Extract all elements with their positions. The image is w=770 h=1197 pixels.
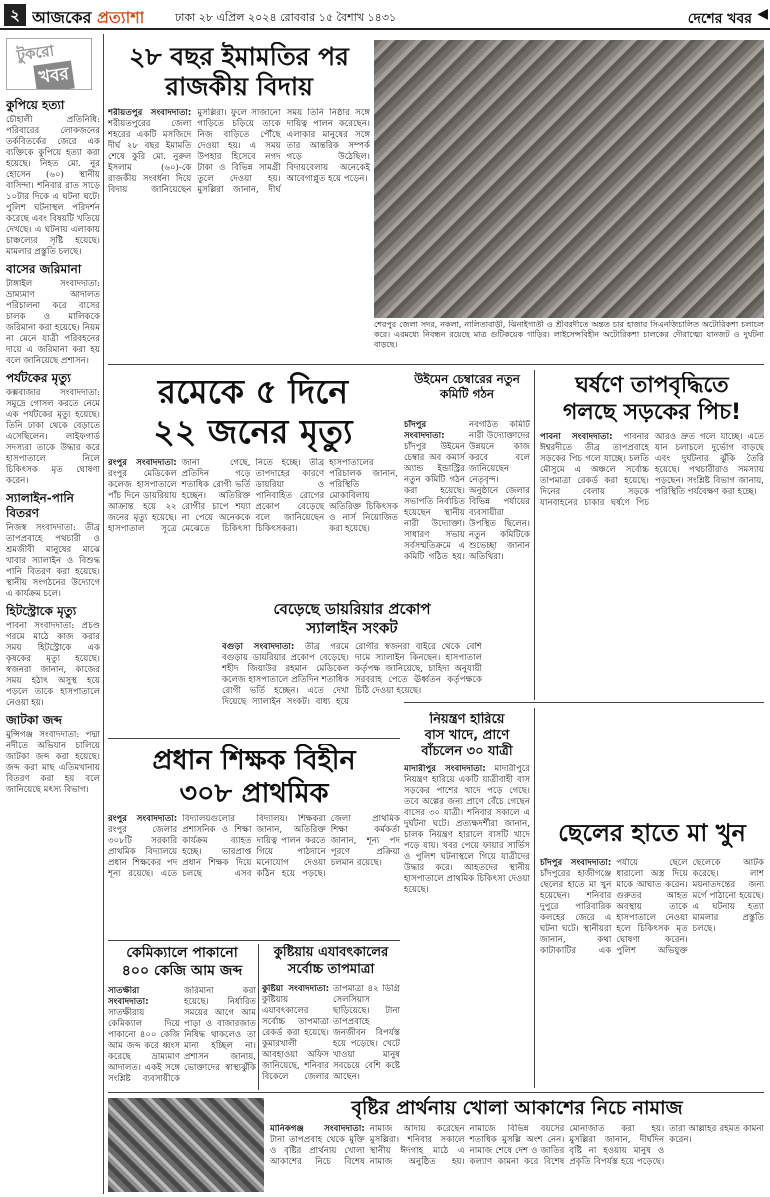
bus-body-text: মাদারীপুরে নিয়ন্ত্রণ হারিয়ে একটি যাত্রীবাহী বাস সড়কের পাশের খাদে পড়ে গেছে। তবে অল্পের জন্য প্রাণে বেঁচে গেছেন বাসের ৩০ যাত্রী। শনিবার সকালে এ দুর্ঘটনা ঘটে। প্রত্যক্ষদর্শীরা জানান, চালক নিয়ন্ত্রণ হারালে বাসটি খাদে পড়ে যায়। খবর পেয়ে ফায়ার সার্ভিস ও পুলিশ ঘটনাস্থলে গিয়ে যাত্রীদের উদ্ধার করে। আহতদের স্থানীয় হাসপাতালে প্রাথমিক চিকিৎসা দেওয়া হয়েছে।: [404, 764, 530, 895]
romek-headline-line2: ২২ জনের মৃত্যু: [153, 412, 353, 451]
prayer-photo: [108, 1098, 264, 1192]
mango-article-body: [108, 986, 256, 1092]
committee-article-body: [404, 420, 530, 700]
section-arrow-icon: ◀: [757, 6, 768, 22]
pitch-headline: [540, 372, 764, 426]
saline-body-text: তীব্র গরমে বগুড়ায় ডায়রিয়ার প্রকোপ বেড়েছে। শহীদ জিয়াউর রহমান মেডিকেল কলেজ হাসপাতালে প্রতিদিন শতাধিক রোগী ভর্তি হচ্ছেন। এতে দেখা দিয়েছে স্যালাইন সংকট। বাধ্য হয়ে রোগীর স্বজনরা বাইরে থেকে বেশি দামে স্যালাইন কিনছেন। হাসপাতাল কর্তৃপক্ষ জানিয়েছে, চাহিদা অনুযায়ী সরবরাহ পেতে ঊর্ধ্বতন কর্তৃপক্ষকে চিঠি দেওয়া হয়েছে।: [222, 642, 482, 707]
brand-logo: [32, 5, 144, 30]
saline-headline-line1: বেড়েছে ডায়রিয়ার প্রকোপ: [273, 600, 431, 618]
pitch-headline-line2: গলছে সড়কের পিচ!: [562, 400, 741, 425]
headmaster-article-body: [108, 814, 400, 934]
brief-title: পর্যটকের মৃত্যু: [6, 371, 71, 385]
column-divider: [103, 34, 104, 1194]
section-title: দেশের খবর: [687, 11, 752, 27]
section-rule: [108, 1092, 764, 1093]
autorickshaw-photo: [374, 40, 764, 318]
column-divider: [258, 944, 259, 1090]
romek-dateline: রংপুর সংবাদদাতা:: [108, 458, 177, 468]
brief-body: চৌহালী প্রতিনিধি: পরিবারের লোকজনের তর্কবিতর্কের জেরে এক ব্যক্তিকে কুপিয়ে হত্যা করা হয়েছে। নিহত মো. নুর হোসেন (৬০) স্থানীয় বাসিন্দা। শনিবার রাত সাড়ে ১০টার দিকে এ ঘটনা ঘটে। পুলিশ ঘটনাস্থল পরিদর্শন করেছে এবং বিষয়টি খতিয়ে দেখছে। এ ঘটনায় এলাকায় চাঞ্চল্যের সৃষ্টি হয়েছে। মামলার প্রস্তুতি চলছে।: [6, 115, 100, 257]
column-divider: [534, 370, 535, 700]
mother-headline: ছেলের হাতে মা খুন: [558, 819, 746, 847]
brief-title: কুপিয়ে হত্যা: [6, 98, 65, 112]
bus-headline-line3: বাঁচলেন ৩০ যাত্রী: [421, 744, 513, 759]
bus-headline-line2: বাস খাদে, প্রাণে: [424, 728, 510, 743]
brand-accent: প্রত্যাশা: [96, 8, 145, 27]
brief-item: [6, 604, 100, 709]
romek-headline: [108, 372, 398, 452]
brief-body: কক্সবাজার সংবাদদাতা: সমুদ্রে গোসল করতে নেমে এক পর্যটকের মৃত্যু হয়েছে। তিনি ঢাকা থেকে বেড়াতে এসেছিলেন। লাইফগার্ড সদস্যরা তাকে উদ্ধার করে হাসপাতালে নিলে চিকিৎসক মৃত ঘোষণা করেন।: [6, 388, 100, 486]
kushtia-headline-line2: সর্বোচ্চ তাপমাত্রা: [287, 962, 375, 977]
bus-dateline: মাদারীপুর সংবাদদাতা:: [404, 764, 486, 774]
prayer-headline: বৃষ্টির প্রার্থনায় খোলা আকাশের নিচে নামাজ: [351, 1097, 683, 1119]
romek-body-text: রংপুর মেডিকেল কলেজ হাসপাতালে পাঁচ দিনে ডায়রিয়ায় আক্রান্ত হয়ে ২২ জনের মৃত্যু হয়েছে। হাসপাতাল সূত্রে জানা গেছে, প্রতিদিন গড়ে শতাধিক রোগী ভর্তি হচ্ছেন। অতিরিক্ত রোগীর চাপে শয্যা না পেয়ে অনেককে মেঝেতে চিকিৎসা নিতে হচ্ছে। তীব্র তাপদাহের কারণে ডায়রিয়া ও পানিবাহিত রোগের প্রকোপ বেড়েছে বলে জানিয়েছেন চিকিৎসকরা। হাসপাতালের পরিচালক জানান, পরিস্থিতি মোকাবিলায় অতিরিক্ত চিকিৎসক ও নার্স নিয়োজিত করা হয়েছে।: [108, 458, 398, 534]
imam-headline-line2: রাজকীয় বিদায়: [165, 72, 313, 101]
imam-article-body: [108, 108, 370, 400]
kushtia-article-body: [262, 984, 400, 1090]
pitch-headline-line1: ঘর্ষণে তাপবৃদ্ধিতে: [575, 373, 729, 398]
kushtia-headline-line1: কুষ্টিয়ায় এযাবৎকালের: [273, 945, 389, 960]
mango-body-text: সাতক্ষীরায় কেমিক্যাল দিয়ে পাকানো ৪০০ কেজি আম জব্দ করে ধ্বংস করেছে ভ্রাম্যমাণ আদালত। একই সঙ্গে সংশ্লিষ্ট ব্যবসায়ীকে জরিমানা করা হয়েছে। নির্ধারিত সময়ের আগে আম পাড়া ও বাজারজাত নিষিদ্ধ থাকলেও তা মানা হচ্ছিল না। প্রশাসন জানায়, ভোক্তাদের স্বাস্থ্যঝুঁকি: [108, 986, 256, 1084]
prayer-dateline: মানিকগঞ্জ সংবাদদাতা:: [270, 1124, 365, 1134]
brief-item: [6, 713, 100, 796]
headmaster-headline-line2: ৩০৮ প্রাথমিক: [179, 778, 329, 809]
brief-item: [6, 262, 100, 367]
romek-headline-line1: রমেকে ৫ দিনে: [157, 372, 349, 411]
brief-body: টাঙ্গাইল সংবাদদাতা: ভ্রাম্যমাণ আদালত পরিচালনা করে বাসের চালক ও মালিককে জরিমানা করা হয়েছে। নিয়ম না মেনে যাত্রী পরিবহনের দায়ে এ জরিমানা করা হয় বলে জানিয়েছে প্রশাসন।: [6, 279, 100, 366]
saline-dateline: বগুড়া সংবাদদাতা:: [222, 642, 295, 652]
sidebar-brief-list: [6, 94, 100, 1194]
brief-title: জাটকা জব্দ: [6, 713, 62, 727]
kushtia-dateline: কুষ্টিয়া সংবাদদাতা:: [262, 984, 329, 994]
brief-title: বাসের জরিমানা: [6, 262, 82, 276]
section-rule: [108, 364, 764, 365]
kushtia-body-text: কুষ্টিয়ায় এযাবৎকালের সর্বোচ্চ তাপমাত্রা রেকর্ড করা হয়েছে। কুমারখালী আবহাওয়া অফিস জানিয়েছে, শনিবার বিকেলে জেলার তাপমাত্রা ৪২ ডিগ্রি সেলসিয়াস ছাড়িয়েছে। টানা তাপপ্রবাহে জনজীবন বিপর্যস্ত হয়ে পড়েছে। খেটে খাওয়া মানুষ সবচেয়ে বেশি কষ্টে আছেন।: [262, 984, 400, 1082]
prayer-body-text: টানা তাপপ্রবাহ থেকে মুক্তি ও বৃষ্টির প্রার্থনায় খোলা আকাশের নিচে বিশেষ নামাজ আদায় করেছেন মুসল্লিরা। শনিবার সকালে স্থানীয় ঈদগাহ মাঠে এ নামাজ অনুষ্ঠিত হয়। নামাজে বিভিন্ন বয়সের শতাধিক মুসল্লি অংশ নেন। নামাজ শেষে দেশ ও জাতির কল্যাণ কামনা করে বিশেষ মোনাজাত করা হয়। মুসল্লিরা জানান, দীর্ঘদিন বৃষ্টি না হওয়ায় মানুষ ও প্রকৃতি বিপর্যস্ত হয়ে পড়েছে। তারা আল্লাহর রহমত কামনা করেন।: [270, 1124, 764, 1167]
imam-headline-line1: ২৮ বছর ইমামতির পর: [129, 42, 349, 71]
mango-headline-line1: কেমিক্যালে পাকানো: [126, 945, 238, 961]
issue-dateline: ঢাকা ২৮ এপ্রিল ২০২৪ রোববার ১৫ বৈশাখ ১৪৩১: [175, 11, 397, 24]
column-divider: [534, 708, 535, 1088]
imam-body-text: শরীয়তপুরের জেলা শহরের একটি মসজিদে দীর্ঘ ২৮ বছর ইমামতি শেষে কুরি মো. নুরুল ইসলাম (৬০)-কে রাজকীয় সংবর্ধনা দিয়ে বিদায় জানিয়েছেন মুসল্লিরা। ফুলে সাজানো গাড়িতে চড়িয়ে তাকে নিজ বাড়িতে পৌঁছে দেওয়া হয়। এ সময় উপহার হিসেবে নগদ টাকা ও বিভিন্ন সামগ্রী তুলে দেওয়া হয়। মুসল্লিরা জানান, দীর্ঘ সময় তিনি নিষ্ঠার সঙ্গে দায়িত্ব পালন করেছেন। এলাকার মানুষের সঙ্গে তার আন্তরিক সম্পর্ক গড়ে উঠেছিল। বিদায়বেলায় অনেকেই আবেগাপ্লুত হয়ে পড়েন।: [108, 108, 370, 195]
committee-dateline: চাঁদপুর সংবাদদাতা:: [404, 420, 445, 441]
brief-body: নিজস্ব সংবাদদাতা: তীব্র তাপপ্রবাহে পথচারী ও শ্রমজীবী মানুষের মাঝে খাবার স্যালাইন ও বিশুদ্ধ পানি বিতরণ করা হয়েছে। স্থানীয় সংগঠনের উদ্যোগে এ কার্যক্রম চলে।: [6, 523, 100, 599]
brief-title: স্যালাইন-পানি বিতরণ: [6, 491, 74, 520]
mango-dateline: সাতক্ষীরা সংবাদদাতা:: [108, 986, 149, 1007]
sidebar-tag: [6, 38, 92, 90]
headmaster-headline: [108, 744, 400, 810]
brief-body: পাবনা সংবাদদাতা: প্রচণ্ড গরমে মাঠে কাজ করার সময় হিটস্ট্রোকে এক কৃষকের মৃত্যু হয়েছে। স্বজনরা জানান, কাজের সময় হঠাৎ অসুস্থ হয়ে পড়লে তাকে হাসপাতালে নেওয়া হয়।: [6, 621, 100, 708]
mother-article-body: [540, 858, 764, 1088]
committee-headline: উইমেন চেম্বারের নতুন কমিটি গঠন: [414, 372, 520, 401]
section-rule: [108, 940, 400, 941]
masthead: [0, 0, 770, 30]
brief-item: [6, 491, 100, 600]
brief-item: [6, 98, 100, 258]
imam-headline: [108, 42, 370, 102]
pitch-body-text: পাবনার ঈশ্বরদীতে তীব্র তাপপ্রবাহে সড়কের পিচ গলে যাচ্ছে। চলতি মৌসুমে এ অঞ্চলে সর্বোচ্চ তাপমাত্রা রেকর্ড করা হয়েছে। দিনের বেলায় সড়কে যানবাহনের চাকার ঘর্ষণে পিচ আরও দ্রুত গলে যাচ্ছে। এতে যান চলাচলে দুর্ভোগ বাড়ছে এবং দুর্ঘটনার ঝুঁকি তৈরি হয়েছে। পথচারীরাও সমস্যায় পড়ছেন। সংশ্লিষ্ট বিভাগ জানায়, পরিস্থিতি পর্যবেক্ষণ করা হচ্ছে।: [540, 432, 764, 508]
mother-dateline: চাঁদপুর সংবাদদাতা:: [540, 858, 612, 868]
bus-article-body: [404, 764, 530, 1090]
prayer-article-body: [270, 1124, 764, 1194]
headmaster-dateline: রংপুর সংবাদদাতা:: [108, 814, 178, 824]
headmaster-body-text: রংপুর জেলার ৩০৮টি সরকারি প্রাথমিক বিদ্যালয়ে প্রধান শিক্ষকের পদ শূন্য রয়েছে। এতে বিদ্যালয়গুলোর প্রশাসনিক ও শিক্ষা কার্যক্রম ব্যাহত হচ্ছে। ভারপ্রাপ্ত প্রধান শিক্ষক দিয়ে চলছে এসব বিদ্যালয়। শিক্ষকরা জানান, অতিরিক্ত দায়িত্ব পালন করতে গিয়ে পাঠদানে মনোযোগ দেওয়া কঠিন হয়ে পড়ছে। জেলা প্রাথমিক শিক্ষা কর্মকর্তা জানান, শূন্য পদ পূরণে প্রক্রিয়া চলমান রয়েছে।: [108, 814, 400, 879]
headmaster-headline-line1: প্রধান শিক্ষক বিহীন: [152, 745, 356, 776]
pitch-dateline: পাবনা সংবাদদাতা:: [540, 432, 613, 442]
section-rule: [404, 702, 764, 703]
kushtia-headline: [262, 944, 400, 978]
pitch-article-body: [540, 432, 764, 706]
brand-plain: আজকের: [32, 8, 92, 27]
bus-headline-line1: নিয়ন্ত্রণ হারিয়ে: [429, 712, 505, 727]
photo-caption: শেরপুর জেলা সদর, নকলা, নালিতাবাড়ী, ঝিনাইগাতী ও শ্রীবরদীতে অন্তত চার হাজার সিএনজিচালিত অটোরিকশা চলাচল করে। এরমধ্যে নিবন্ধন রয়েছে মাত্র গুটিকয়েক গাড়ির। লাইসেন্সবিহীন অটোরিকশা চালকের দৌরাত্ম্যে যানজট ও দুর্ঘটনা বাড়ছে।: [374, 320, 764, 349]
mother-body-text: চাঁদপুরের হাজীগঞ্জে ছেলের হাতে মা খুন হয়েছেন। শনিবার দুপুরে পারিবারিক কলহের জেরে এ ঘটনা ঘটে। স্থানীয়রা জানান, কথা কাটাকাটির এক পর্যায়ে ছেলে ধারালো অস্ত্র দিয়ে মাকে আঘাত করেন। গুরুতর আহত অবস্থায় তাকে হাসপাতালে নেওয়া হলে চিকিৎসক মৃত ঘোষণা করেন। পুলিশ অভিযুক্ত ছেলেকে আটক করেছে। লাশ ময়নাতদন্তের জন্য মর্গে পাঠানো হয়েছে। এ ঘটনায় হত্যা মামলার প্রস্তুতি চলছে।: [540, 858, 764, 956]
page-number: ২: [4, 4, 26, 26]
mango-headline: [108, 944, 256, 980]
bus-headline: [404, 712, 530, 760]
brief-body: মুন্সিগঞ্জ সংবাদদাতা: পদ্মা নদীতে অভিযান চালিয়ে জাটকা জব্দ করা হয়েছে। জব্দ করা মাছ এতিমখানায় বিতরণ করা হয় বলে জানিয়েছে মৎস্য বিভাগ।: [6, 730, 100, 795]
section-rule: [108, 738, 400, 739]
brief-title: হিটস্ট্রোকে মৃত্যু: [6, 604, 77, 618]
imam-dateline: শরীয়তপুর সংবাদদাতা:: [108, 108, 192, 118]
mango-headline-line2: ৪০০ কেজি আম জব্দ: [121, 963, 243, 979]
sidebar-tag-top: টুকরো: [15, 41, 56, 65]
committee-body-text: চাঁদপুর উইমেন চেম্বার অব কমার্স অ্যান্ড ইন্ডাস্ট্রির নতুন কমিটি গঠন করা হয়েছে। সভাপতি নির্বাচিত হয়েছেন স্থানীয় নারী উদ্যোক্তা। সাধারণ সভায় সর্বসম্মতিক্রমে এ কমিটি গঠিত হয়। নবগঠিত কমিটি নারী উদ্যোক্তাদের উন্নয়নে কাজ করবে বলে জানিয়েছেন নেতৃবৃন্দ। অনুষ্ঠানে জেলার বিভিন্ন পর্যায়ের ব্যবসায়ীরা উপস্থিত ছিলেন। নতুন কমিটিকে শুভেচ্ছা জানান অতিথিরা।: [404, 420, 530, 562]
sidebar-tag-bottom: খবর: [33, 60, 75, 90]
brief-item: [6, 371, 100, 487]
saline-headline-line2: স্যালাইন সংকট: [306, 619, 398, 637]
